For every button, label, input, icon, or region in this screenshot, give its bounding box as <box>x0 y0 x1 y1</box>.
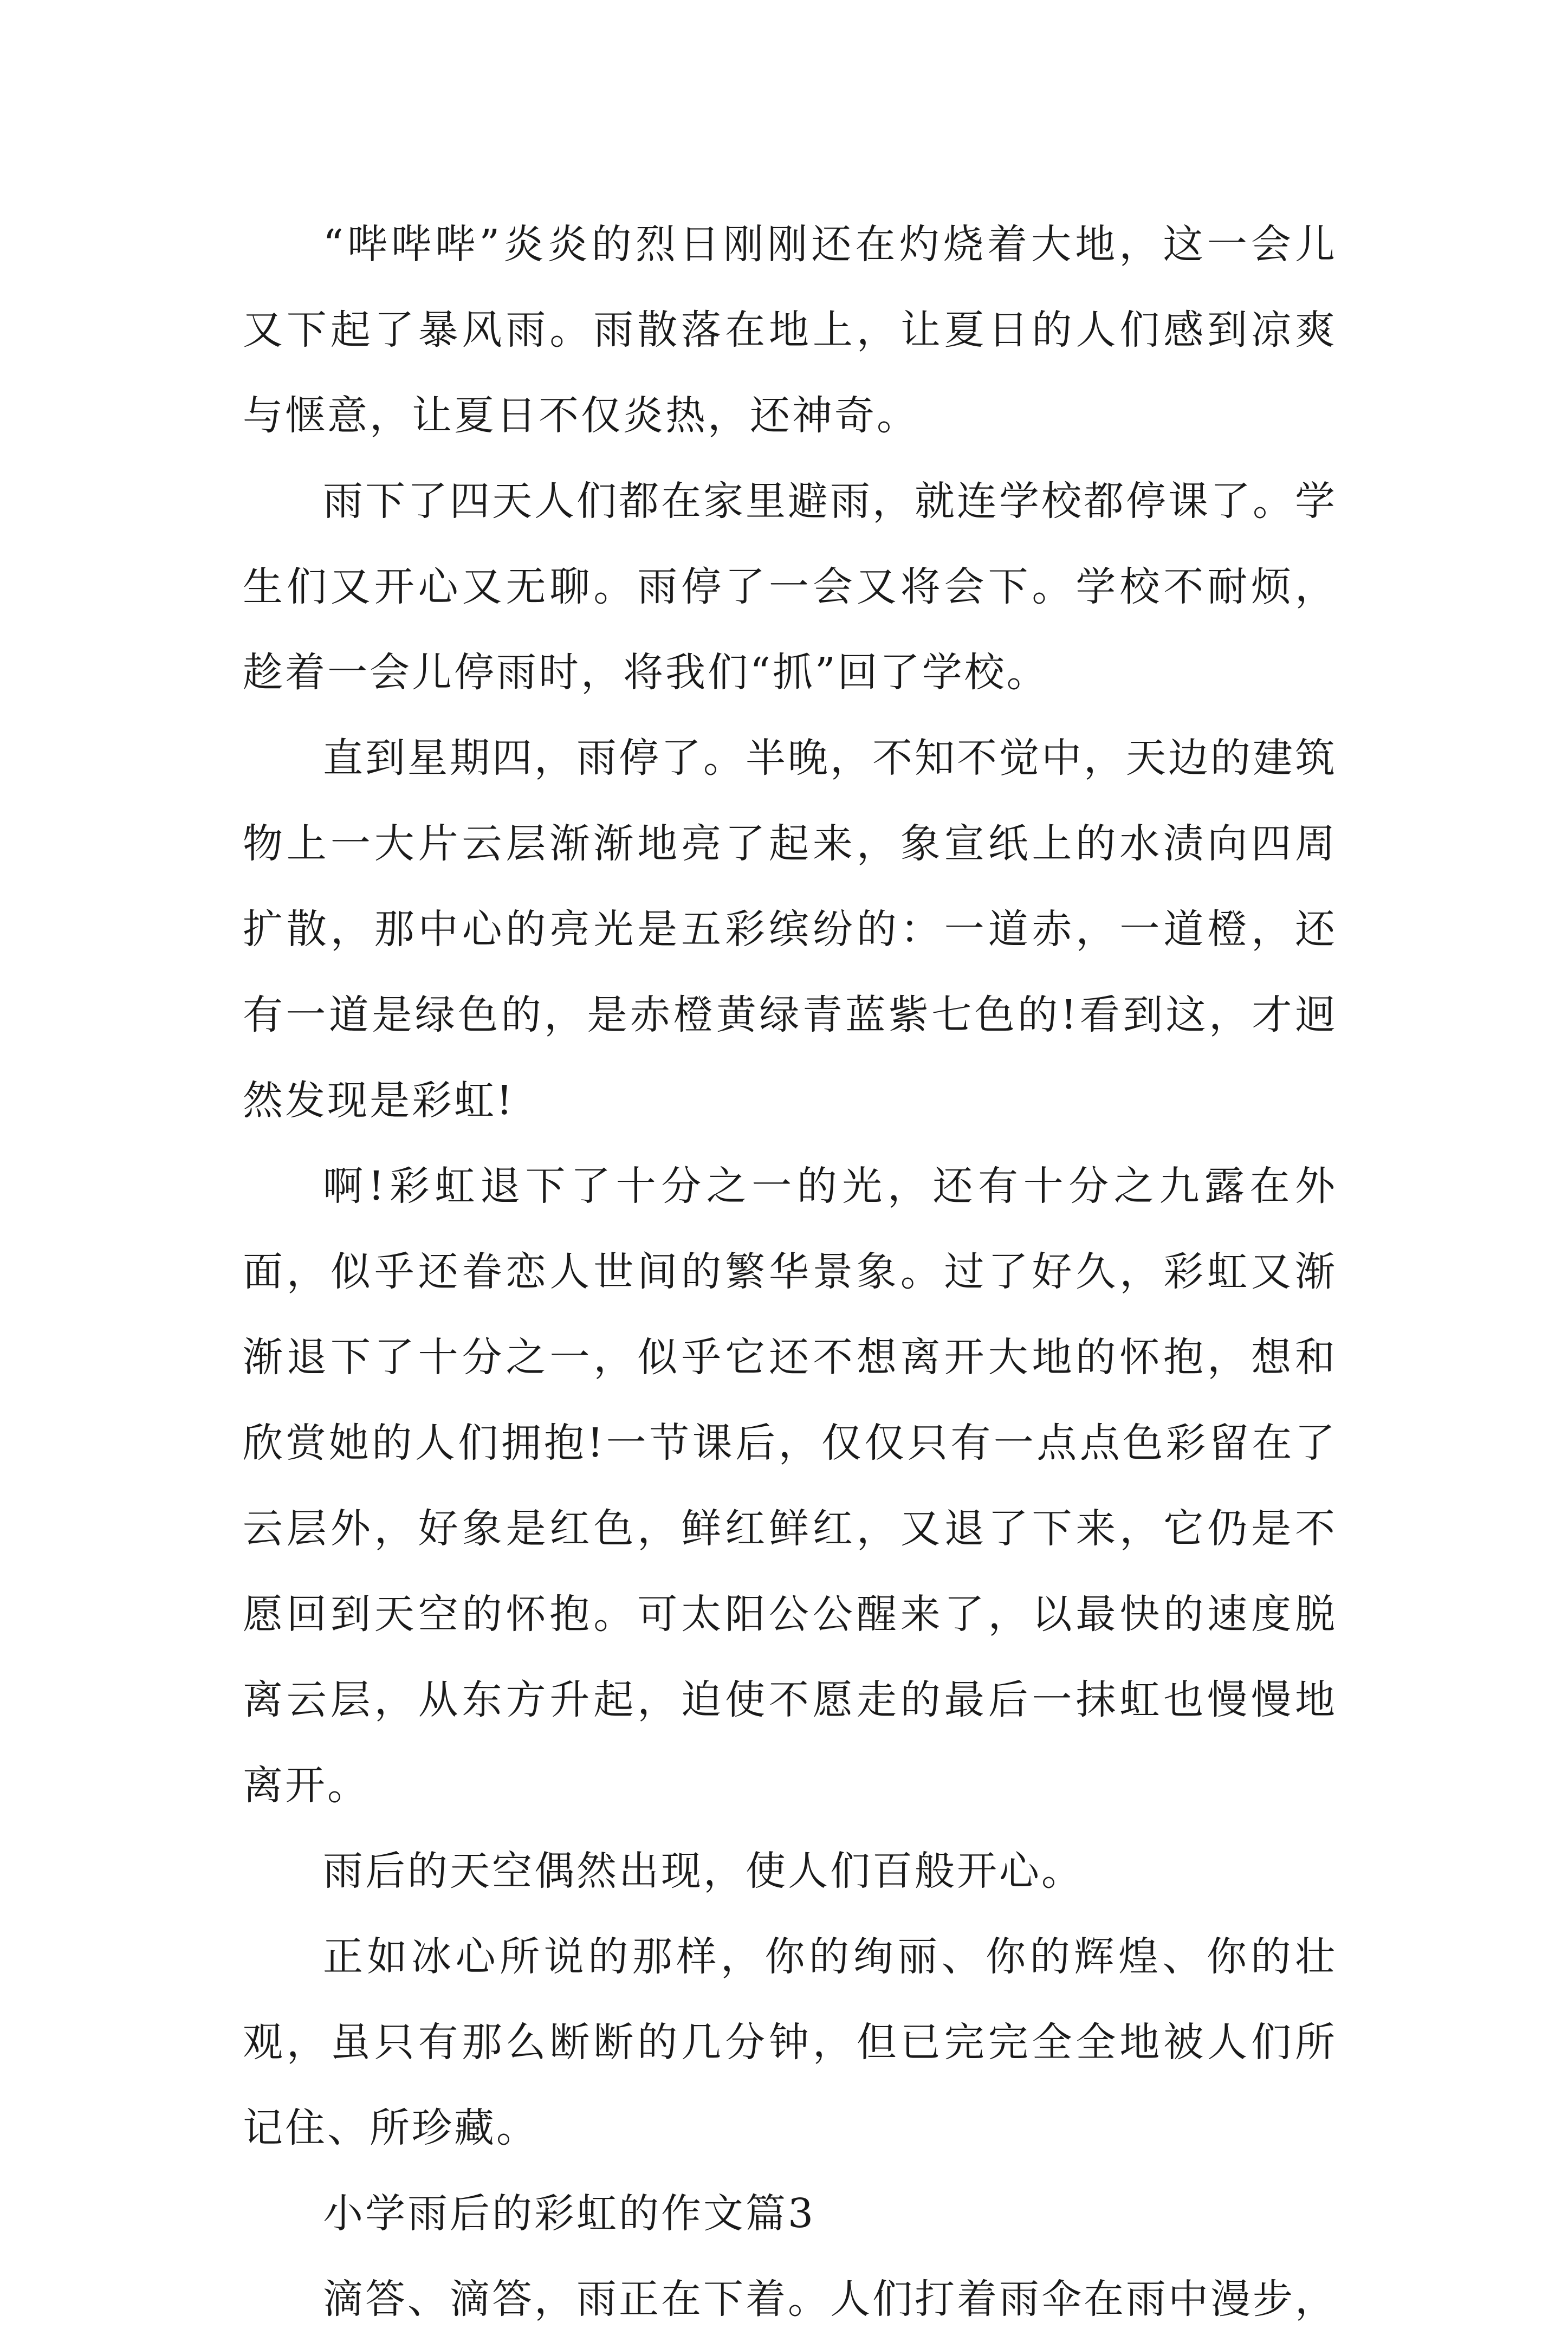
paragraph-intro: “哔哔哔”炎炎的烈日刚刚还在灼烧着大地，这一会儿又下起了暴风雨。雨散落在地上，让夏日的人们感到凉爽与惬意，让夏日不仅炎热，还神奇。 <box>243 221 1337 439</box>
paragraph-rainbow-appears: 直到星期四，雨停了。半晚，不知不觉中，天边的建筑物上一大片云层渐渐地亮了起来，象宣纸上的水渍向四周扩散，那中心的亮光是五彩缤纷的：一道赤，一道橙，还有一道是绿色的，是赤橙黄绿青蓝紫七色的!看到这，才迥然发现是彩虹! <box>243 735 1337 1124</box>
paragraph-conclusion: 正如冰心所说的那样，你的绚丽、你的辉煌、你的壮观，虽只有那么断断的几分钟，但已完完全全地被人们所记住、所珍藏。 <box>243 1933 1337 2151</box>
paragraph-rain: 雨下了四天人们都在家里避雨，就连学校都停课了。学生们又开心又无聊。雨停了一会又将会下。学校不耐烦，趁着一会儿停雨时，将我们“抓”回了学校。 <box>243 478 1337 696</box>
paragraph-next-essay: 滴答、滴答，雨正在下着。人们打着雨伞在雨中漫步， <box>323 2276 1337 2322</box>
document-body <box>243 202 1337 2342</box>
paragraph-sky: 雨后的天空偶然出现，使人们百般开心。 <box>323 1848 1084 1894</box>
essay-heading: 小学雨后的彩虹的作文篇3 <box>323 2190 816 2237</box>
paragraph-rainbow-fades: 啊!彩虹退下了十分之一的光，还有十分之九露在外面，似乎还眷恋人世间的繁华景象。过了好久，彩虹又渐渐退下了十分之一，似乎它还不想离开大地的怀抱，想和欣赏她的人们拥抱!一节课后，仅仅只有一点点色彩留在了云层外，好象是红色，鲜红鲜红，又退了下来，它仍是不愿回到天空的怀抱。可太阳公公醒来了，以最快的速度脱离云层，从东方升起，迫使不愿走的最后一抹虹也慢慢地离开。 <box>243 1163 1337 1809</box>
